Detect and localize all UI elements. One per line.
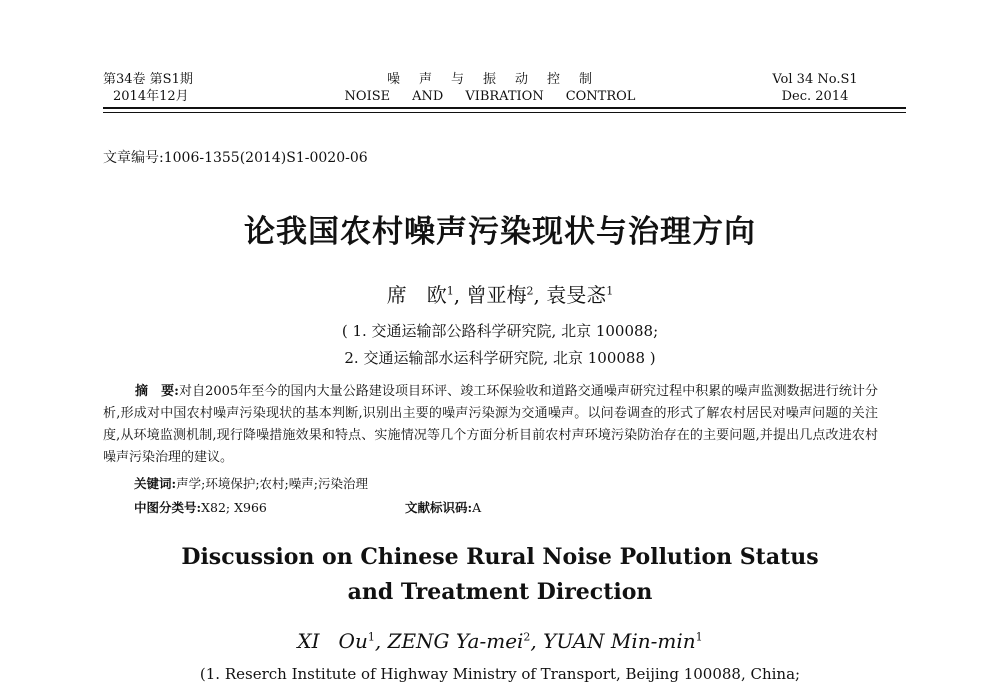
date-en: Dec. 2014 bbox=[781, 89, 849, 104]
paper-title-en-line1: Discussion on Chinese Rural Noise Pollution Status bbox=[181, 544, 819, 570]
article-number: 文章编号:1006-1355(2014)S1-0020-06 bbox=[103, 150, 368, 166]
authors-cn: 席 欧$^1$, 曾亚梅$^2$, 袁旻忞$^1$ bbox=[386, 283, 614, 307]
abstract-cn bbox=[103, 381, 878, 469]
date-cn: 2014年12月 bbox=[113, 89, 189, 104]
abstract-label: 摘 要: bbox=[135, 384, 179, 399]
author-affiliation-mark: 1 bbox=[695, 630, 703, 644]
author-affiliation-mark: 1 bbox=[367, 630, 375, 644]
journal-issue-info bbox=[103, 71, 193, 105]
author-name: 席 欧 bbox=[386, 283, 447, 307]
journal-word: NOISE bbox=[344, 89, 391, 104]
document-code bbox=[405, 498, 481, 516]
abstract-text: 对自2005年至今的国内大量公路建设项目环评、竣工环保验收和道路交通噪声研究过程中积累的噪声监测数据进行统计分析,形成对中国农村噪声污染现状的基本判断,识别出主要的噪声污染源为交通噪声。以问卷调查的形式了解农村居民对噪声问题的关注度,从环境监测机制,现行降噪措施效果和特点、实施情况等几个方面分析目前农村声环境污染防治存在的主要问题,并提出几点改进农村噪声污染治理的建议。 bbox=[103, 384, 878, 465]
affiliation-cn-2: 2. 交通运输部水运科学研究院, 北京 100088 ) bbox=[344, 349, 656, 367]
affiliation-en: (1. Reserch Institute of Highway Ministry of Transport, Beijing 100088, China; bbox=[199, 665, 801, 683]
keywords-text: 声学;环境保护;农村;噪声;污染治理 bbox=[176, 476, 368, 491]
authors-en: XI Ou$^1$, ZENG Ya-mei$^2$, YUAN Min-$\min^1$ bbox=[297, 629, 703, 653]
paper-title-en bbox=[0, 540, 1000, 610]
journal-volume-en bbox=[760, 71, 870, 105]
author-affiliation-mark: 2 bbox=[526, 284, 534, 298]
volume-issue-en: Vol 34 No.S1 bbox=[772, 72, 858, 87]
author-name-en: ZENG Ya-mei bbox=[387, 629, 524, 653]
author-name-en: XI Ou bbox=[297, 629, 368, 653]
keywords-label: 关键词: bbox=[134, 476, 177, 491]
journal-word: AND bbox=[412, 89, 444, 104]
journal-word: VIBRATION bbox=[465, 89, 544, 104]
journal-name-cn bbox=[300, 71, 680, 88]
journal-char: 振 bbox=[482, 72, 497, 87]
affiliation-cn-1: ( 1. 交通运输部公路科学研究院, 北京 100088; bbox=[341, 322, 659, 340]
author-affiliation-mark: 1 bbox=[606, 284, 614, 298]
paper-title-en-line2: and Treatment Direction bbox=[347, 579, 653, 605]
journal-char: 与 bbox=[450, 72, 465, 87]
journal-char: 控 bbox=[547, 72, 562, 87]
clc-label: 中图分类号: bbox=[134, 500, 202, 515]
paper-title-cn: 论我国农村噪声污染现状与治理方向 bbox=[244, 214, 756, 250]
author-name: 袁旻忞 bbox=[546, 283, 607, 307]
clc-number bbox=[134, 498, 267, 516]
header-rule-thick bbox=[103, 107, 906, 109]
journal-word: CONTROL bbox=[565, 89, 636, 104]
author-name: 曾亚梅 bbox=[466, 283, 527, 307]
author-name-en: YUAN Min-min bbox=[543, 629, 696, 653]
doc-code-label: 文献标识码: bbox=[405, 500, 473, 515]
journal-name bbox=[300, 71, 680, 105]
header-rule-thin bbox=[103, 112, 906, 113]
author-affiliation-mark: 2 bbox=[523, 630, 531, 644]
author-affiliation-mark: 1 bbox=[446, 284, 454, 298]
journal-char: 噪 bbox=[386, 72, 401, 87]
journal-char: 动 bbox=[515, 72, 530, 87]
journal-char: 声 bbox=[418, 72, 433, 87]
journal-char: 制 bbox=[579, 72, 594, 87]
keywords-cn bbox=[134, 474, 368, 492]
clc-text: X82; X966 bbox=[201, 500, 267, 515]
volume-issue-cn: 第34卷 第S1期 bbox=[103, 72, 193, 87]
journal-name-en bbox=[300, 88, 680, 105]
doc-code-text: A bbox=[472, 500, 482, 515]
